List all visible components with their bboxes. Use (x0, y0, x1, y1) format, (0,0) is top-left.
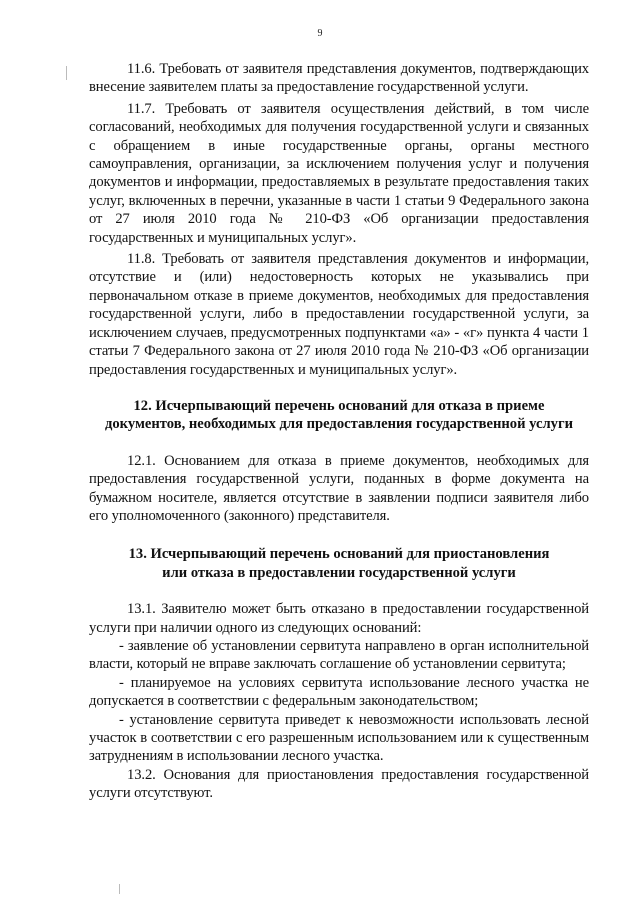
paragraph-13-1: 13.1. Заявителю может быть отказано в предоставлении государственной услуги при наличии одного из следующих оснований: (89, 601, 589, 636)
document-body (89, 60, 589, 803)
section-heading-12-line-2: документов, необходимых для предоставления государственной услуги (105, 416, 573, 433)
list-item-bullet-3: - установление сервитута приведет к невозможности использовать лесной участок в соответствии с его разрешенным использованием или к существенным затруднениям в использовании лесного участка. (89, 711, 589, 765)
paragraph-12-1: 12.1. Основанием для отказа в приеме документов, необходимых для предоставления государственной услуги, поданных в форме документа на бумажном носителе, является отсутствие в заявлении подписи заявителя либо его уполномоченного (законного) представителя. (89, 452, 589, 524)
section-heading-12 (89, 397, 589, 434)
page-number: 9 (317, 28, 323, 39)
scan-mark (119, 884, 120, 894)
paragraph-13-2: 13.2. Основания для приостановления предоставления государственной услуги отсутствуют. (89, 766, 589, 802)
section-heading-12-line-1: 12. Исчерпывающий перечень оснований для отказа в приеме (133, 397, 545, 414)
section-heading-13 (89, 545, 589, 582)
paragraph-11-6: 11.6. Требовать от заявителя представления документов, подтверждающих внесение заявителем платы за предоставление государственной услуги. (89, 61, 589, 96)
section-heading-13-line-2: или отказа в предоставлении государственной услуги (162, 564, 516, 581)
list-item-bullet-1: - заявление об установлении сервитута направлено в орган исполнительной власти, который не вправе заключать соглашение об установлении сервитута; (89, 637, 589, 673)
paragraph-11-7: 11.7. Требовать от заявителя осуществления действий, в том числе согласований, необходимых для получения государственной услуги и связанных с обращением в иные государственные органы, органы местного самоуправления, организации, за исключением получения услуг и получения документов и информации, предоставляемых в результате предоставления таких услуг, включенных в перечни, указанные в части 1 статьи 9 Федерального закона от 27 июля 2010 года № 210-ФЗ «Об организации предоставления государственных и муниципальных услуг». (89, 100, 589, 246)
list-item-bullet-2: - планируемое на условиях сервитута использование лесного участка не допускается в соответствии с федеральным законодательством; (89, 674, 589, 710)
section-heading-13-line-1: 13. Исчерпывающий перечень оснований для приостановления (128, 546, 550, 563)
scan-mark (66, 66, 67, 80)
paragraph-11-8: 11.8. Требовать от заявителя представления документов и информации, отсутствие и (или) недостоверность которых не указывались при первоначальном отказе в приеме документов, необходимых для предоставления государственной услуги, либо в предоставлении государственной услуги, за исключением случаев, предусмотренных подпунктами «а» - «г» пункта 4 части 1 статьи 7 Федерального закона от 27 июля 2010 года № 210-ФЗ «Об организации предоставления государственных и муниципальных услуг». (89, 251, 589, 378)
